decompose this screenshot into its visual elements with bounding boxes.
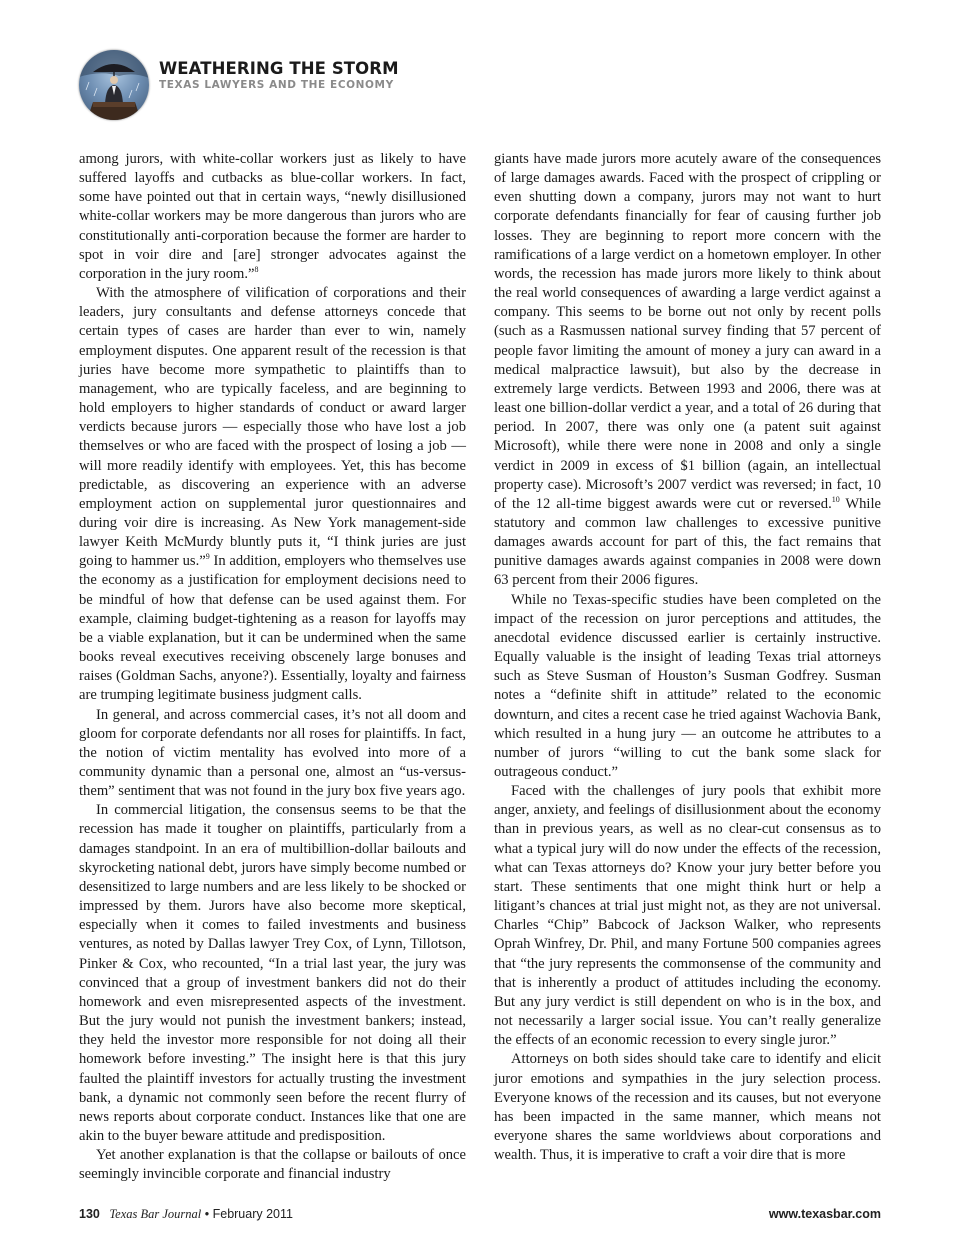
right-paragraph-4: Attorneys on both sides should take care to identify and elicit juror emotions and sympathies in the jury selection process. Everyone knows of the recession and its causes, but not everyone has been impacted in the same manner, which means not everyone shares the same worldviews about corporations and wealth. Thus, it is imperative to craft a voir dire that is more [494,1051,881,1164]
left-paragraph-4: In commercial litigation, the consensus seems to be that the recession has made it tougher on plaintiffs, particularly from a damages standpoint. In an era of multibillion-dollar bailouts and skyrocketing national debt, jurors have simply become numbed or desensitized to large numbers and are less likely to be shocked or impressed by them. Jurors have also become more skeptical, especially when it comes to failed investments and business ventures, as noted by Dallas lawyer Trey Cox, of Lynn, Tillotson, Pinker & Cox, who recounted, “In a trial last year, the jury was convinced that a group of investment bankers did not do their homework and even misrepresented aspects of the investment. But the jury would not punish the investment bankers; instead, they held the investor more responsible for not doing all their homework before investing.” The insight here is that this jury faulted the plaintiff investors for actually trusting the investment bank, a dynamic not commonly seen before the recent flurry of news reports about corporate conduct. Instances like that one are akin to the buyer beware attitude and predisposition. [79,802,466,1144]
right-paragraph-2: While no Texas-specific studies have been completed on the impact of the recession on juror perceptions and attitudes, the anecdotal evidence discussed earlier is certainly instructive. Equally valuable is the insight of leading Texas trial attorneys such as Steve Susman of Houston’s Susman Godfrey. Susman notes a “definite shift in attitude” related to the economic downturn, and cites a recent case he tried against Wachovia Bank, which resulted in a hung jury — an outcome he attributes to a number of jurors “willing to cut the bank some slack for outrageous conduct.” [494,591,881,780]
website-link[interactable]: www.texasbar.com [768,1207,881,1221]
paragraph-text: giants have made jurors more acutely aware of the consequences of large damages awards. Faced with the prospect of crippling or even shutting down a company, jurors may not want to hurt corporate defendants financially for fear of causing further job losses. They are beginning to report more concern with the ramifications of a large verdict on a hometown employer. In other words, the recession has made jurors more likely to think about the real world consequences of awarding a large verdict against a company. This seems to be borne out not only by recent polls (such as a Rasmussen national survey finding that 57 percent of people favor limiting the amount of money a jury can award in a medical malpractice lawsuit), but also by the decrease in extremely large verdicts. Between 1993 and 2006, there was at least one billion-dollar verdict a year, and a total of 26 during that period. In 2007, there was only one (a patent suit against Microsoft), while there were none in 2008 and only a single verdict in 2009 in excess of $1 billion (again, an intellectual property case). Microsoft’s 2007 verdict was reversed; in fact, 10 of the 12 all-time biggest awards were cut or reversed. [494,151,881,512]
header-logo [79,50,149,120]
footer-separator: • [204,1207,210,1221]
paragraph-text: While statutory and common law challenges to excessive punitive damages awards account for part of this, the fact remains that punitive damages awards against companies in 2008 were down 63 percent from their 2006 figures. [494,495,882,589]
storm-businessman-umbrella-icon [79,50,149,120]
footnote-marker: 10 [831,494,840,504]
paragraph-text: In addition, employers who themselves use the economy as a justification for employment decisions need to be mindful of how that defense can be used against them. For example, claiming budget-tightening as a reason for layoffs may be a viable explanation, but it can be undermined when the same books reveal executives receiving obscenely large bonuses and raises (Goldman Sachs, anyone?). Essentially, loyalty and fairness are trumping legitimate business judgment calls. [79,553,466,704]
footnote-marker: 9 [205,552,210,562]
left-paragraph-2 [79,284,466,705]
paragraph-text: With the atmosphere of vilification of corporations and their leaders, jury consultants and defense attorneys concede that certain types of cases are harder than ever to win, namely employment disputes. One apparent result of the recession is that juries have become more sympathetic to plaintiffs than to management, who are typically faceless, and are beginning to hold employers to higher standards of conduct or award larger verdicts because jurors — especially those who have lost a job themselves or who are faced with the prospect of losing a job — will more readily identify with employees. Yet, this has become predictable, as discovering an experience with an adverse employment action on supplemental juror questionnaires and during voir dire is increasing. As New York management-side lawyer Keith McMurdy bluntly puts it, “I think juries are just going to hammer us.” [79,285,466,570]
footer-left [79,1207,293,1222]
right-column [494,150,881,1165]
section-title: WEATHERING THE STORM [159,59,399,78]
left-paragraph-1 [79,150,466,284]
left-paragraph-5: Yet another explanation is that the collapse or bailouts of once seemingly invincible corporate and financial industry [79,1147,466,1183]
footnote-marker: 8 [254,264,259,274]
right-paragraph-3: Faced with the challenges of jury pools that exhibit more anger, anxiety, and feelings of disillusionment about the economy than in previous years, as well as no clear-cut consensus as to what a typical jury will do now under the effects of the recession, what can Texas attorneys do? Know your jury better before you start. These sentiments that one might think hurt or help a litigant’s chances at trial just might not, as they are not universal. Charles “Chip” Babcock of Jackson Walker, who represents Oprah Winfrey, Dr. Phil, and many Fortune 500 companies agrees that “the jury represents the commonsense of the community and that is inherently a product of attitudes including the economy. But any jury verdict is still dependent on who is in the box, and not necessarily a larger social issue. You can’t really generalize the effects of an economic recession to every single juror.” [494,783,881,1049]
journal-name: Texas Bar Journal [109,1207,202,1221]
right-paragraph-1 [494,150,881,591]
issue-date: February 2011 [212,1207,293,1221]
section-subtitle: TEXAS LAWYERS AND THE ECONOMY [159,79,394,91]
page-number: 130 [79,1207,100,1221]
left-column [79,150,466,1184]
paragraph-text: among jurors, with white-collar workers just as likely to have suffered layoffs and cutbacks as blue-collar workers. In fact, some have pointed out that in certain ways, “newly disillusioned white-collar workers may be more dangerous than jurors who are constitutionally anti-corporation because the former are harder to spot in voir dire and [are] stronger advocates against the corporation in the jury room.” [79,151,466,282]
left-paragraph-3: In general, and across commercial cases, it’s not all doom and gloom for corporate defendants nor all roses for plaintiffs. In fact, the notion of victim mentality has evolved into more of a community dynamic than a personal one, almost an “us-versus-them” sentiment that was not found in the jury box five years ago. [79,706,466,800]
